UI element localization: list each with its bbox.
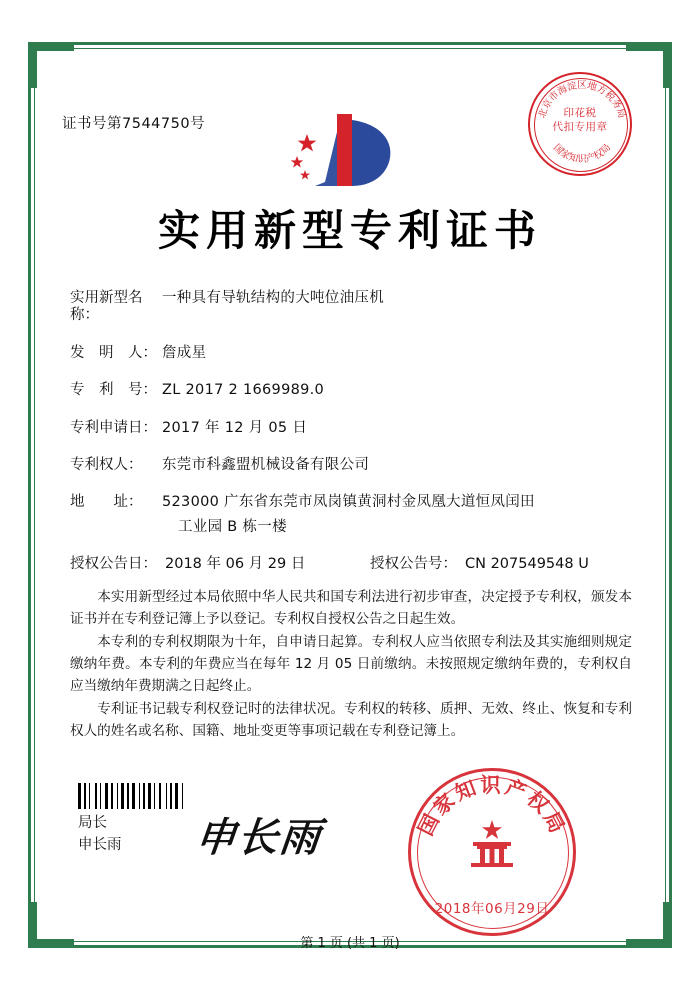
national-emblem-icon <box>461 818 523 874</box>
signature-role: 局长 <box>78 815 107 831</box>
field-label: 地 址： <box>70 494 143 511</box>
field-value: ZL 2017 2 1669989.0 <box>162 382 325 399</box>
seal-date: 2018年06月29日 <box>434 901 550 917</box>
field-address <box>70 494 630 536</box>
field-label: 发 明 人： <box>70 344 157 361</box>
publication-date-label: 授权公告日： <box>70 556 157 573</box>
barcode <box>78 783 206 809</box>
field-value: 2017 年 12 月 05 日 <box>162 419 308 436</box>
svg-text:北京市海淀区地方税务局: 北京市海淀区地方税务局 <box>536 80 628 120</box>
svg-text:国家知识产权局: 国家知识产权局 <box>550 142 614 165</box>
publication-date <box>70 556 370 573</box>
tax-stamp-seal <box>528 72 632 176</box>
paragraph-1: 本实用新型经过本局依照中华人民共和国专利法进行初步审查，决定授予专利权，颁发本证书并在专利登记簿上予以登记。专利权自授权公告之日起生效。 <box>70 589 632 628</box>
field-label: 实用新型名称： <box>70 290 143 324</box>
publication-number-label: 授权公告号： <box>370 556 457 573</box>
field-label: 专利申请日： <box>70 419 157 436</box>
barcode-bar <box>121 783 124 809</box>
border-notch <box>669 640 672 666</box>
field-value-line2: 工业园 B 栋一楼 <box>178 518 287 535</box>
paragraph-3: 专利证书记载专利权登记时的法律状况。专利权的转移、质押、无效、终止、恢复和专利权人的姓名或名称、国籍、地址变更等事项记载在专利登记簿上。 <box>70 701 632 740</box>
publication-number <box>370 556 630 573</box>
svg-text:国家知识产权局: 国家知识产权局 <box>413 773 571 840</box>
barcode-bar <box>139 783 140 809</box>
handwritten-signature: 申长雨 <box>193 814 325 861</box>
tax-stamp-line2: 代扣专用章 <box>552 121 608 133</box>
barcode-bar <box>159 783 161 809</box>
tax-stamp-line1: 印花税 <box>563 107 597 119</box>
cnipa-logo-icon <box>285 112 405 190</box>
legal-body-text <box>70 586 632 743</box>
field-utility-model-name <box>70 290 630 325</box>
barcode-bar <box>170 783 172 809</box>
barcode-bar <box>100 783 101 809</box>
field-value: 东莞市科鑫盟机械设备有限公司 <box>162 456 370 473</box>
border-notch <box>669 340 672 366</box>
field-inventor <box>70 345 630 362</box>
barcode-bar <box>89 783 90 809</box>
paragraph-2: 本专利的专利权期限为十年，自申请日起算。专利权人应当依照专利法及其实施细则规定缴纳年费。本专利的年费应当在每年 12 月 05 日前缴纳。未按照规定缴纳年费的，专利权自应当缴纳年费期满之日起终止。 <box>70 634 632 695</box>
barcode-bar <box>132 783 135 809</box>
barcode-bar <box>78 783 81 809</box>
border-notch <box>28 640 31 666</box>
signature-block <box>78 812 122 856</box>
certificate-fields <box>70 290 630 588</box>
field-value: 一种具有导轨结构的大吨位油压机 <box>162 290 384 306</box>
barcode-bar <box>127 783 129 809</box>
field-value-line1: 523000 广东省东莞市凤岗镇黄洞村金凤凰大道恒凤闰田 <box>162 494 535 511</box>
barcode-bar <box>95 783 97 809</box>
border-notch <box>225 42 251 45</box>
field-label: 专 利 号： <box>70 382 157 399</box>
corner-ornament-top-left <box>28 42 74 88</box>
field-label: 专利权人： <box>70 456 143 473</box>
barcode-bar <box>166 783 167 809</box>
field-application-date <box>70 420 630 437</box>
barcode-bar <box>175 783 178 809</box>
page-footer: 第 1 页 (共 1 页) <box>300 936 400 951</box>
field-value <box>162 494 630 536</box>
tax-stamp-arc-text <box>530 74 634 178</box>
barcode-bar <box>105 783 108 809</box>
barcode-bar <box>117 783 118 809</box>
field-patent-number <box>70 382 630 399</box>
publication-date-value: 2018 年 06 月 29 日 <box>165 556 306 573</box>
official-round-seal <box>408 768 576 936</box>
signature-name: 申长雨 <box>78 837 122 853</box>
barcode-bar <box>111 783 113 809</box>
field-value: 詹成星 <box>162 344 207 361</box>
certificate-number: 证书号第7544750号 <box>62 116 206 132</box>
field-patentee <box>70 457 630 474</box>
barcode-bar <box>154 783 155 809</box>
barcode-bar <box>182 783 183 809</box>
publication-row <box>70 556 630 573</box>
barcode-bar <box>148 783 151 809</box>
publication-number-value: CN 207549548 U <box>465 556 589 573</box>
barcode-bar <box>84 783 86 809</box>
page-title: 实用新型专利证书 <box>157 206 542 255</box>
border-notch <box>28 340 31 366</box>
border-notch <box>449 42 475 45</box>
barcode-bar <box>143 783 145 809</box>
